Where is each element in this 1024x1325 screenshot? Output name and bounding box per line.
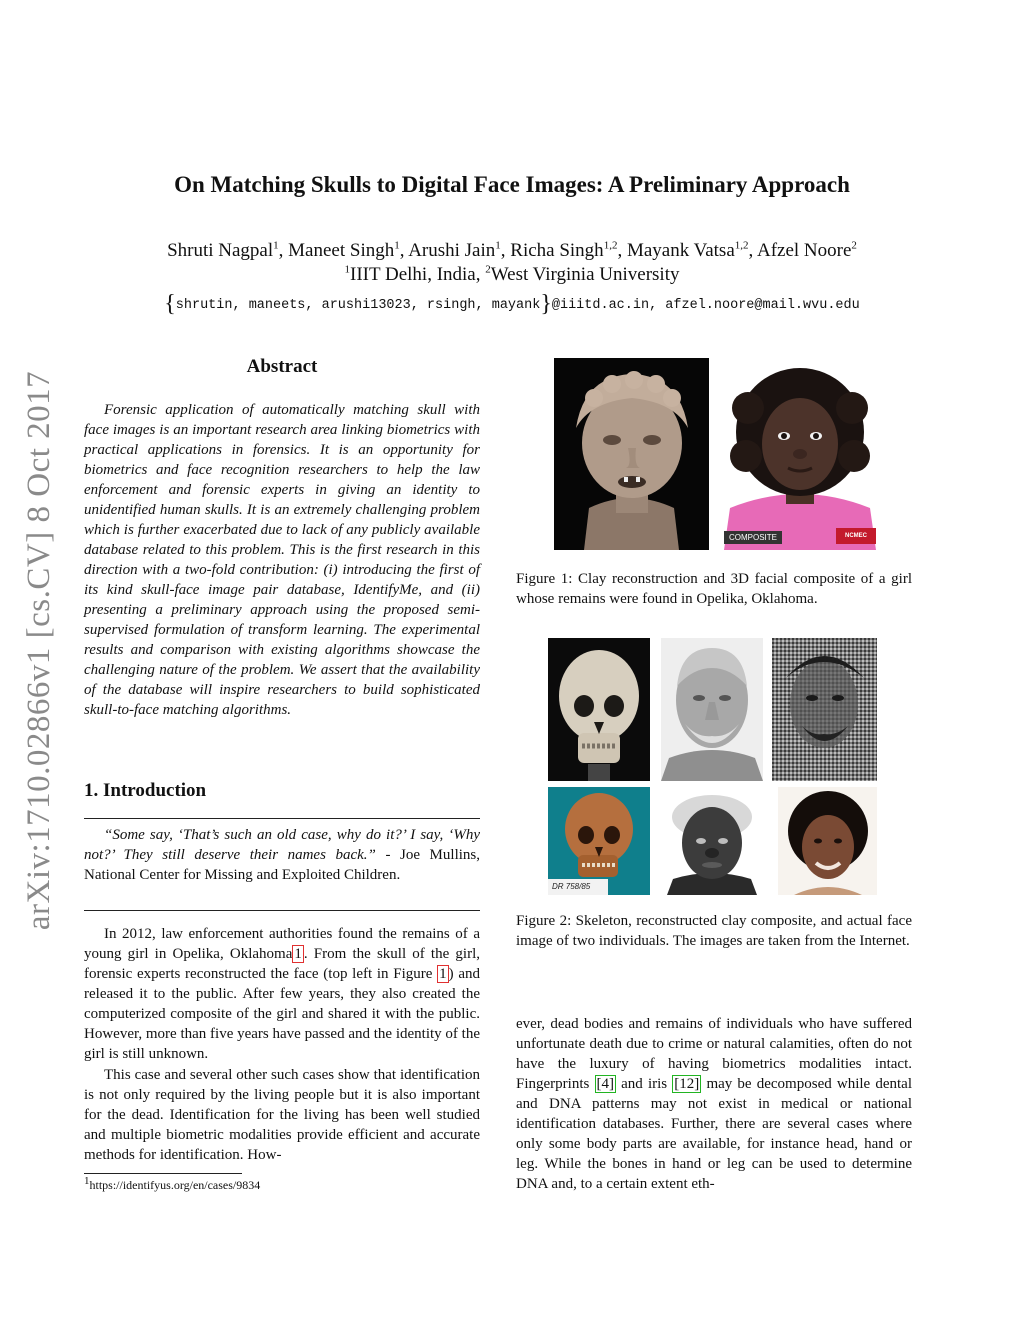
abstract-text: Forensic application of automatically matching skull with face images is an important research area linking biometrics with practical applications in forensics. It is an opportunity for biometrics and face recognition researchers to help the law enforcement and forensic experts in giving an identity to unidentified human skulls. It is an extremely challenging problem which is further exacerbated due to lack of any publicly available database related to this problem. This is the first research in this direction with a two-fold contribution: (i) introducing the first of its kind skull-face image pair database, IdentifyMe, and (ii) presenting a preliminary approach using the proposed semi-supervised formulation of transform learning. The experimental results and comparison with existing algorithms showcase the challenging nature of the problem. We assert that the availability of the database will inspire researchers to build sophisticated skull-to-face matching algorithms. — [84, 402, 480, 718]
intro-paragraph-2: This case and several other such cases show that identification is not only required by the living people but it is also important for the dead. Identification for the living has been well studied and multiple biometric modalities provide efficient and accurate methods for identification. How- — [84, 1067, 480, 1163]
author: Afzel Noore — [756, 240, 852, 261]
author: Maneet Singh — [288, 240, 395, 261]
face-image-1 — [772, 638, 877, 781]
composite-label: COMPOSITE — [724, 531, 782, 544]
right-column-paragraph — [516, 1014, 912, 1194]
intro-paragraph-1 — [84, 924, 480, 1064]
body-text: ever, dead bodies and remains of individuals who have suffered unfortunate death due to crime or natural calamities, often do not have the luxury of having biometrics modalities intact. Fingerprints — [516, 1016, 912, 1092]
affiliation: IIIT Delhi, India — [350, 264, 476, 285]
footnote-mark: 1 — [84, 1175, 90, 1187]
quote-rule-top — [84, 818, 480, 819]
author-affiliation-mark: 1 — [394, 239, 400, 252]
author-list: Shruti Nagpal$^1$, Maneet Singh$^1$, Arushi Jain$^1$, Richa Singh$^{1,2}$, Mayank Vatsa$^{1,2}$, Afzel Noore$^2$ — [167, 239, 857, 261]
citation-link[interactable]: [12] — [674, 1076, 700, 1092]
ncmec-logo: NCMEC — [836, 528, 876, 544]
quote-attribution: - Joe Mullins, National Center for Missing and Exploited Children. — [84, 847, 480, 883]
clay-composite-image-2 — [661, 787, 763, 895]
author: Mayank Vatsa — [626, 240, 735, 261]
author: Richa Singh — [510, 240, 604, 261]
specimen-stamp: DR 758/85 — [552, 882, 591, 891]
author-affiliation-mark: 2 — [851, 239, 857, 252]
author-affiliation-mark: 1,2 — [734, 239, 749, 252]
epigraph-quote — [84, 825, 480, 885]
footnote-link[interactable]: 1 — [294, 946, 302, 962]
email-domain: @iiitd.ac.in, afzel.noore@mail.wvu.edu — [551, 298, 860, 313]
email-users: shrutin, maneets, arushi13023, rsingh, mayank — [175, 298, 541, 313]
author-affiliation-mark: 1 — [273, 239, 279, 252]
author-affiliation-mark: 1 — [495, 239, 501, 252]
arxiv-watermark — [20, 370, 60, 930]
author-emails — [0, 291, 1024, 318]
footnote-rule — [84, 1173, 242, 1174]
intro-text: In 2012, law enforcement authorities found the remains of a young girl in Opelika, Oklahoma — [84, 926, 480, 962]
affiliation-mark: 2 — [485, 263, 491, 276]
affiliation: West Virginia University — [490, 264, 680, 285]
footnote-url[interactable]: https://identifyus.org/en/cases/9834 — [89, 1178, 261, 1192]
figure-1-caption: Figure 1: Clay reconstruction and 3D facial composite of a girl whose remains were found in Opelika, Oklahoma. — [516, 571, 912, 607]
introduction-heading: 1. Introduction — [84, 780, 207, 801]
skull-image-2 — [548, 787, 650, 895]
figure-link[interactable]: 1 — [439, 966, 447, 982]
author: Shruti Nagpal — [167, 240, 274, 261]
intro-text: . From the skull of the girl, forensic experts reconstructed the face (top left in Figure — [84, 946, 481, 982]
clay-reconstruction-image — [554, 358, 709, 550]
affiliation-mark: 1 — [344, 263, 350, 276]
paper-title: On Matching Skulls to Digital Face Images: A Preliminary Approach — [174, 172, 850, 197]
intro-text: ) and released it to the public. After few years, they also created the computerized composite of the girl and shared it with the public. However, more than five years have passed and the identity of the girl is still unknown. — [84, 966, 480, 1062]
arxiv-id: arXiv:1710.02866v1 [cs.CV] 8 Oct 2017 — [21, 370, 58, 930]
body-text: may be decomposed while dental and DNA patterns may not exist in medical or national identification databases. Further, there are several cases where only some body parts are available, for instance head, hand or leg. While the bones in hand or leg can be used to determine DNA and, to a certain extent eth- — [516, 1076, 913, 1192]
abstract-heading: Abstract — [246, 356, 318, 377]
clay-composite-image-1 — [661, 638, 763, 781]
brace-open: { — [164, 291, 176, 317]
author-affiliation-mark: 1,2 — [603, 239, 618, 252]
citation-link[interactable]: [4] — [596, 1076, 614, 1092]
quote-text: “Some say, ‘That’s such an old case, why do it?’ I say, ‘Why not?’ They still deserve their names back.” — [84, 827, 480, 863]
figure-2-caption: Figure 2: Skeleton, reconstructed clay composite, and actual face image of two individuals. The images are taken from the Internet. — [516, 913, 912, 949]
footnote — [84, 1175, 261, 1193]
skull-image-1 — [548, 638, 650, 781]
affiliations: $^1$IIIT Delhi, India, $^2$West Virginia University — [344, 263, 680, 285]
body-text: and iris — [616, 1076, 673, 1092]
brace-close: } — [540, 291, 552, 317]
author: Arushi Jain — [408, 240, 496, 261]
facial-composite-image — [718, 358, 882, 550]
quote-rule-bottom — [84, 910, 480, 911]
face-image-2 — [778, 787, 877, 895]
